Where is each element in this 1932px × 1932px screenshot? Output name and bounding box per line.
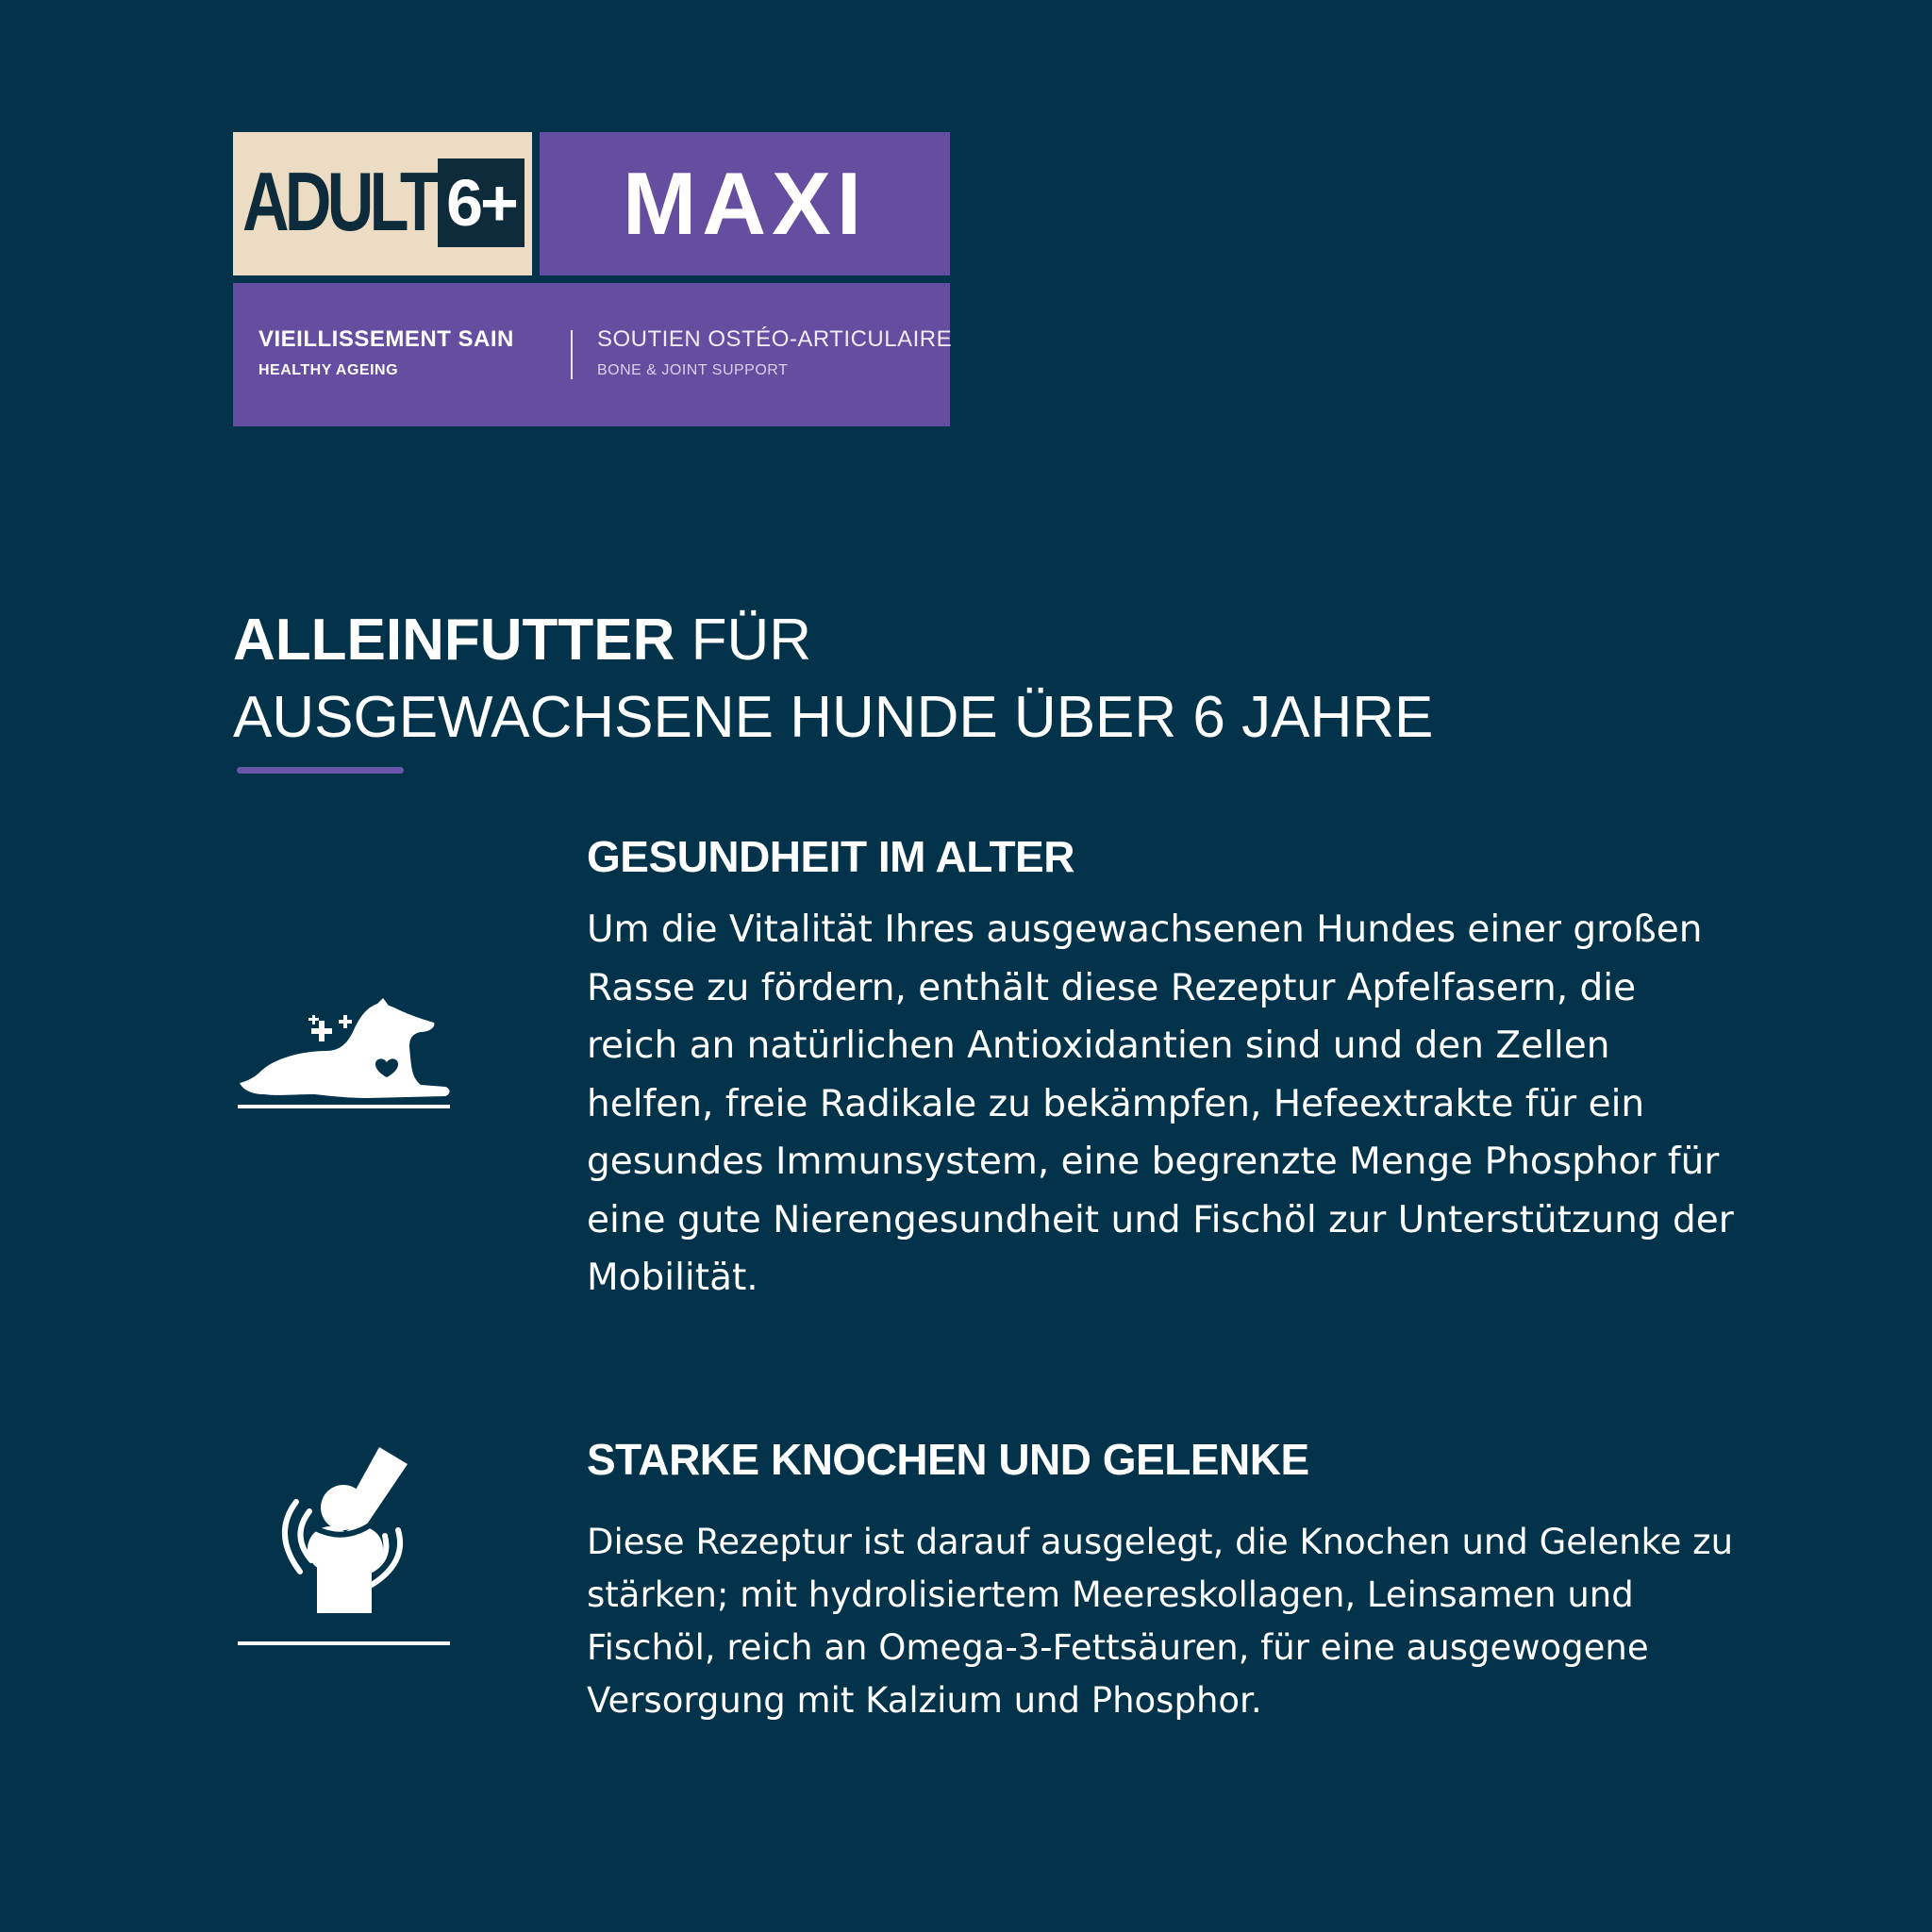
size-block <box>540 132 950 275</box>
claims-divider <box>571 330 573 379</box>
size-label: MAXI <box>623 154 867 253</box>
product-badge <box>233 132 953 426</box>
main-heading <box>233 602 1705 757</box>
heading-strong: ALLEINFUTTER <box>233 608 675 673</box>
claim-joint-en: BONE & JOINT SUPPORT <box>597 362 789 378</box>
icon-underline-joints <box>238 1641 450 1645</box>
age-label: 6+ <box>438 158 525 247</box>
heading-line-2: AUSGEWACHSENE HUNDE ÜBER 6 JAHRE <box>233 685 1434 750</box>
senior-dog-health-icon <box>236 991 453 1113</box>
adult-age-block <box>233 132 532 275</box>
claim-ageing-en: HEALTHY AGEING <box>258 362 399 378</box>
icon-underline-health <box>238 1105 450 1108</box>
claim-joint-fr: SOUTIEN OSTÉO-ARTICULAIRE <box>597 326 953 352</box>
badge-claims <box>233 283 953 426</box>
heading-underline <box>237 767 404 774</box>
feature-title-joints: STARKE KNOCHEN UND GELENKE <box>587 1435 1309 1484</box>
feature-text-health: Um die Vitalität Ihres ausgewachsenen Hundes einer großen Rasse zu fördern, enthält diese Rezeptur Apfelfasern, die reich an natürlichen Antioxidantien sind und den Zellen helfen, freie Radikale zu bekämpfen, Hefeextrakte für ein gesundes Immunsystem, eine begrenzte Menge Phosphor für eine gute Nierengesundheit und Fischöl zur Unterstützung der Mobilität. <box>587 908 1734 1299</box>
claim-ageing-fr: VIEILLISSEMENT SAIN <box>258 326 514 352</box>
bone-joint-icon <box>266 1443 426 1632</box>
adult-label: ADULT <box>242 155 436 248</box>
heading-line-1 <box>233 602 1705 679</box>
heading-rest: FÜR <box>675 608 812 673</box>
feature-text-joints: Diese Rezeptur ist darauf ausgelegt, die Knochen und Gelenke zu stärken; mit hydrolisiertem Meereskollagen, Leinsamen und Fischöl, reich an Omega-3-Fettsäuren, für eine ausgewogene Versorgung mit Kalzium und Phosphor. <box>587 1522 1734 1721</box>
feature-title-health: GESUNDHEIT IM ALTER <box>587 832 1074 881</box>
